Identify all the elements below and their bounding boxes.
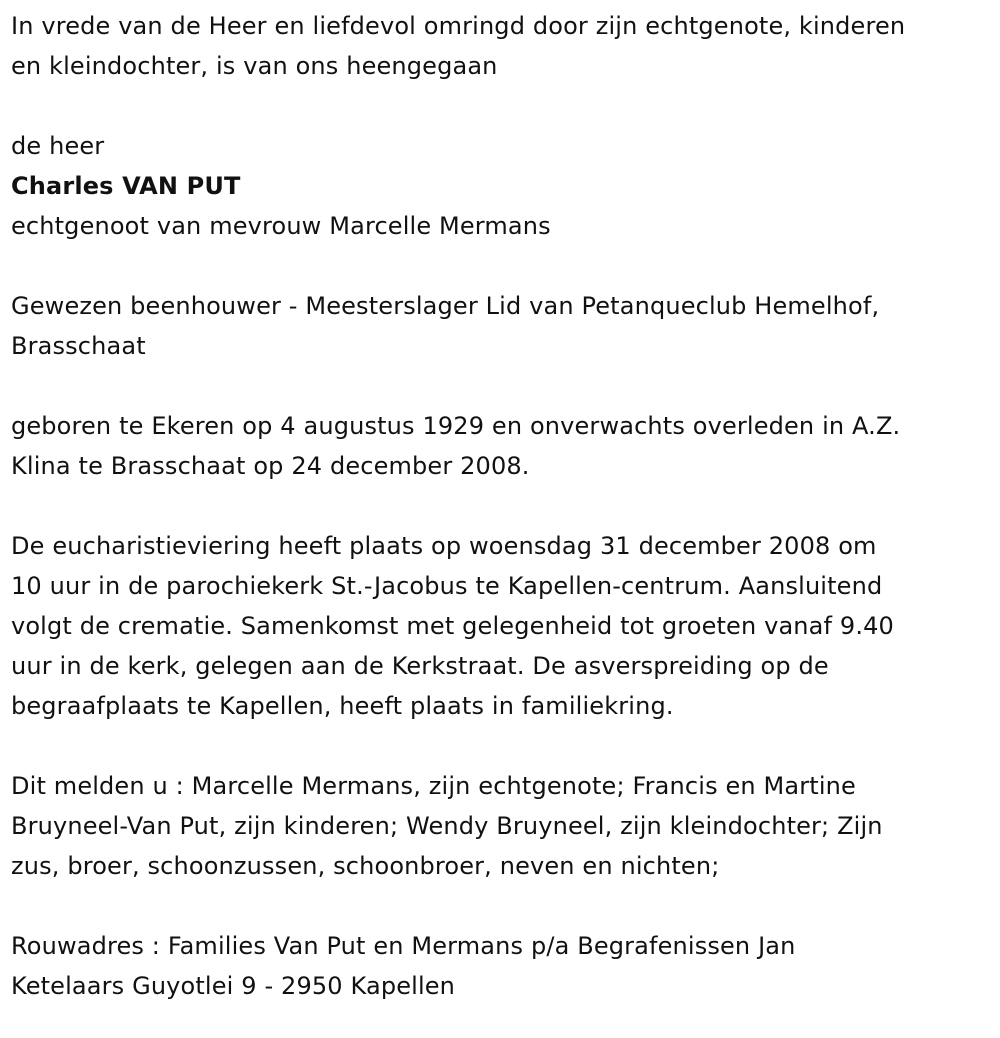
ceremony-paragraph [11,526,1000,726]
ceremony-line: volgt de crematie. Samenkomst met gelegenheid tot groeten vanaf 9.40 [11,612,894,640]
address-paragraph [11,926,1000,1006]
deceased-name: Charles VAN PUT [11,172,241,200]
family-line: zus, broer, schoonzussen, schoonbroer, neven en nichten; [11,852,720,880]
birth-death-paragraph [11,406,1000,486]
occupation-line: Brasschaat [11,332,146,360]
birth-death-line: geboren te Ekeren op 4 augustus 1929 en onverwachts overleden in A.Z. [11,412,901,440]
ceremony-line: uur in de kerk, gelegen aan de Kerkstraat. De asverspreiding op de [11,652,829,680]
ceremony-line: 10 uur in de parochiekerk St.-Jacobus te Kapellen-centrum. Aansluitend [11,572,883,600]
spacer [11,86,1000,126]
ceremony-line: De eucharistieviering heeft plaats op woensdag 31 december 2008 om [11,532,877,560]
spacer [11,246,1000,286]
ceremony-line: begraafplaats te Kapellen, heeft plaats in familiekring. [11,692,674,720]
address-line: Rouwadres : Families Van Put en Mermans p/a Begrafenissen Jan [11,932,796,960]
spacer [11,366,1000,406]
occupation-line: Gewezen beenhouwer - Meesterslager Lid van Petanqueclub Hemelhof, [11,292,880,320]
birth-death-line: Klina te Brasschaat op 24 december 2008. [11,452,530,480]
family-paragraph [11,766,1000,886]
spacer [11,486,1000,526]
title-prefix: de heer [11,132,105,160]
spouse-line: echtgenoot van mevrouw Marcelle Mermans [11,212,551,240]
intro-line: In vrede van de Heer en liefdevol omringd door zijn echtgenote, kinderen [11,12,906,40]
address-line: Ketelaars Guyotlei 9 - 2950 Kapellen [11,972,456,1000]
spacer [11,726,1000,766]
spacer [11,886,1000,926]
family-line: Bruyneel-Van Put, zijn kinderen; Wendy Bruyneel, zijn kleindochter; Zijn [11,812,883,840]
intro-line: en kleindochter, is van ons heengegaan [11,52,498,80]
intro-paragraph [11,6,1000,86]
family-line: Dit melden u : Marcelle Mermans, zijn echtgenote; Francis en Martine [11,772,856,800]
occupation-paragraph [11,286,1000,366]
